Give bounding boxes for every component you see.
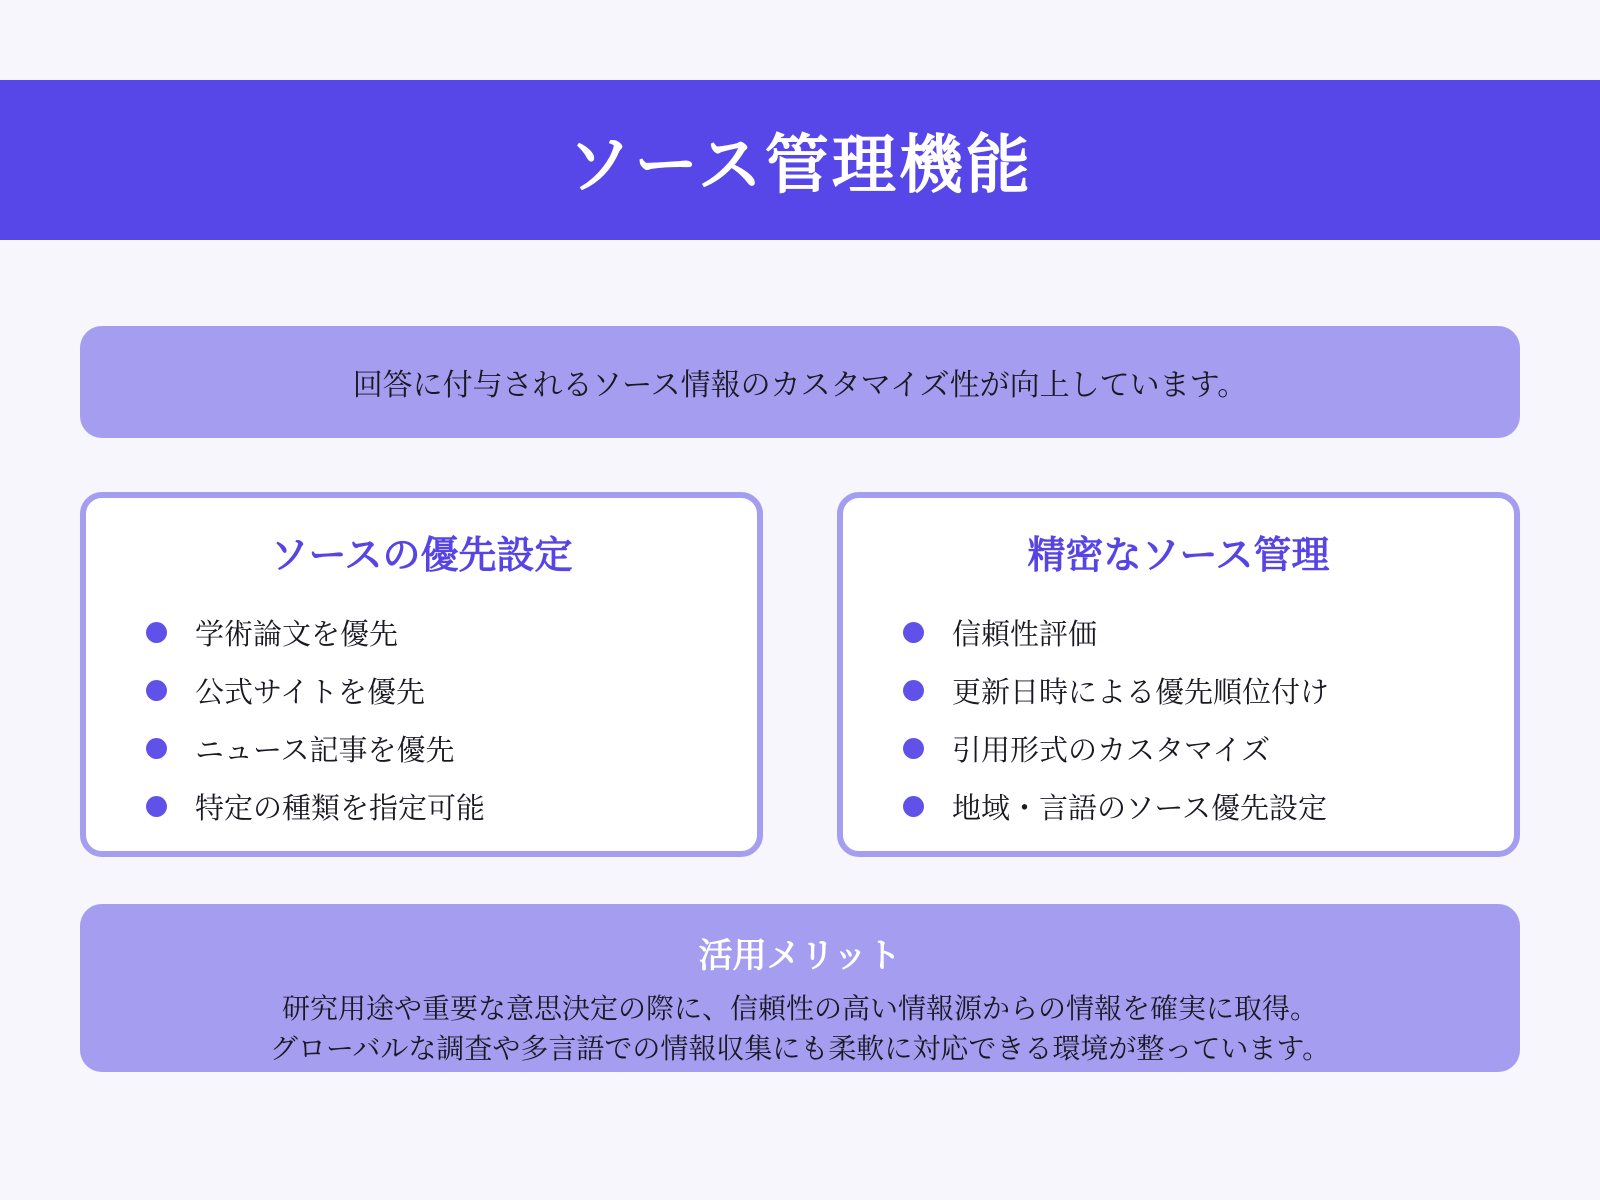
- benefits-body: [80, 989, 1520, 1069]
- bullet-label: ニュース記事を優先: [195, 734, 455, 767]
- list-item: [146, 719, 757, 777]
- benefits-line: グローバルな調査や多言語での情報収集にも柔軟に対応できる環境が整っています。: [269, 1033, 1331, 1064]
- bullet-label: 学術論文を優先: [195, 618, 399, 651]
- list-item: [903, 661, 1514, 719]
- card-title: ソースの優先設定: [270, 535, 573, 577]
- bullet-label: 信頼性評価: [952, 618, 1098, 651]
- bullet-icon: [903, 796, 924, 817]
- bullet-icon: [903, 680, 924, 701]
- card-source-priority: [80, 492, 763, 857]
- bullet-icon: [903, 622, 924, 643]
- list-item: [146, 661, 757, 719]
- list-item: [903, 603, 1514, 661]
- bullet-icon: [903, 738, 924, 759]
- bullet-label: 地域・言語のソース優先設定: [952, 792, 1327, 825]
- bullet-list: [86, 603, 757, 835]
- page-title: ソース管理機能: [567, 129, 1033, 201]
- header-band: [0, 80, 1600, 240]
- list-item: [146, 777, 757, 835]
- benefits-title: 活用メリット: [698, 937, 902, 975]
- card-title: 精密なソース管理: [1027, 535, 1330, 577]
- bullet-icon: [146, 680, 167, 701]
- intro-panel: [80, 326, 1520, 438]
- bullet-icon: [146, 796, 167, 817]
- bullet-label: 特定の種類を指定可能: [195, 792, 486, 825]
- bullet-icon: [146, 622, 167, 643]
- list-item: [903, 719, 1514, 777]
- bullet-list: [843, 603, 1514, 835]
- bullet-label: 公式サイトを優先: [195, 676, 425, 709]
- bullet-label: 引用形式のカスタマイズ: [952, 734, 1271, 767]
- benefits-panel: [80, 904, 1520, 1072]
- feature-cards-row: [80, 492, 1520, 857]
- slide: [0, 80, 1600, 1200]
- bullet-label: 更新日時による優先順位付け: [952, 676, 1330, 709]
- card-precise-management: [837, 492, 1520, 857]
- bullet-icon: [146, 738, 167, 759]
- benefits-line: 研究用途や重要な意思決定の際に、信頼性の高い情報源からの情報を確実に取得。: [281, 993, 1318, 1024]
- intro-text: 回答に付与されるソース情報のカスタマイズ性が向上しています。: [352, 369, 1248, 402]
- list-item: [146, 603, 757, 661]
- list-item: [903, 777, 1514, 835]
- slide-content: [0, 326, 1600, 1072]
